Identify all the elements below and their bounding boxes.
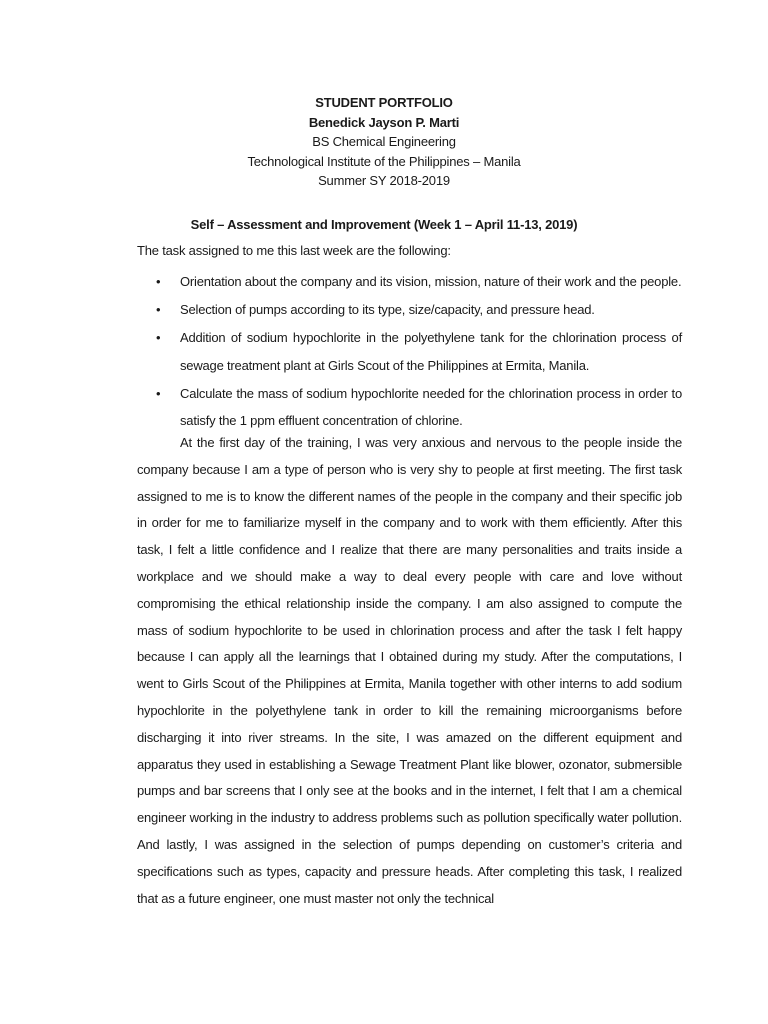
intro-text: The task assigned to me this last week are the following: — [137, 243, 451, 258]
list-item-text: Calculate the mass of sodium hypochlorite needed for the chlorination process in order to satisfy the 1 ppm effluent concentration of chlorine. — [180, 385, 682, 429]
bullet-icon: • — [156, 302, 161, 318]
body-paragraph: At the first day of the training, I was very anxious and nervous to the people inside the company because I am a type of person who is very shy to people at first meeting. The first task assigned to me is to know the different names of the people in the company and their specific job in order for me to familiarize myself in the company and to work with them efficiently. After this task, I felt a little confidence and I realize that there are many personalities and traits inside a workplace and we should make a way to deal every people with care and love without compromising the ethical relationship inside the company. I am also assigned to compute the mass of sodium hypochlorite to be used in chlorination process and after the task I felt happy because I can apply all the learnings that I obtained during my study. After the computations, I went to Girls Scout of the Philippines at Ermita, Manila together with other interns to add sodium hypochlorite in the polyethylene tank in order to kill the remaining microorganisms before discharging it into river streams. In the site, I was amazed on the different equipment and apparatus they used in establishing a Sewage Treatment Plant like blower, ozonator, submersible pumps and bar screens that I only see at the books and in the internet, I felt that I am a chemical engineer working in the industry to address problems such as pollution specifically water pollution. And lastly, I was assigned in the selection of pumps depending on customer’s criteria and specifications such as types, capacity and pressure heads. After completing this task, I realized that as a future engineer, one must master not only the technical — [137, 435, 682, 906]
bullet-icon: • — [156, 330, 161, 346]
bullet-icon: • — [156, 274, 161, 289]
institution-name: Technological Institute of the Philippines – Manila — [247, 153, 521, 169]
document-title: STUDENT PORTFOLIO — [315, 95, 453, 110]
school-term: Summer SY 2018-2019 — [318, 173, 450, 188]
list-item — [137, 268, 682, 295]
program-name: BS Chemical Engineering — [312, 134, 456, 149]
student-name: Benedick Jayson P. Marti — [308, 114, 460, 130]
list-item-text: Addition of sodium hypochlorite in the polyethylene tank for the chlorination process of sewage treatment plant at Girls Scout of the Philippines at Ermita, Manila. — [180, 330, 682, 373]
list-item — [137, 324, 682, 379]
list-item-text: Orientation about the company and its vision, mission, nature of their work and the people. — [180, 274, 682, 289]
list-item — [137, 296, 682, 323]
document-header — [0, 93, 768, 191]
list-item-text: Selection of pumps according to its type, size/capacity, and pressure head. — [180, 302, 595, 318]
section-heading: Self – Assessment and Improvement (Week 1 – April 11-13, 2019) — [190, 217, 578, 232]
bullet-icon: • — [156, 385, 161, 401]
task-list — [137, 268, 682, 435]
list-item — [137, 380, 682, 435]
